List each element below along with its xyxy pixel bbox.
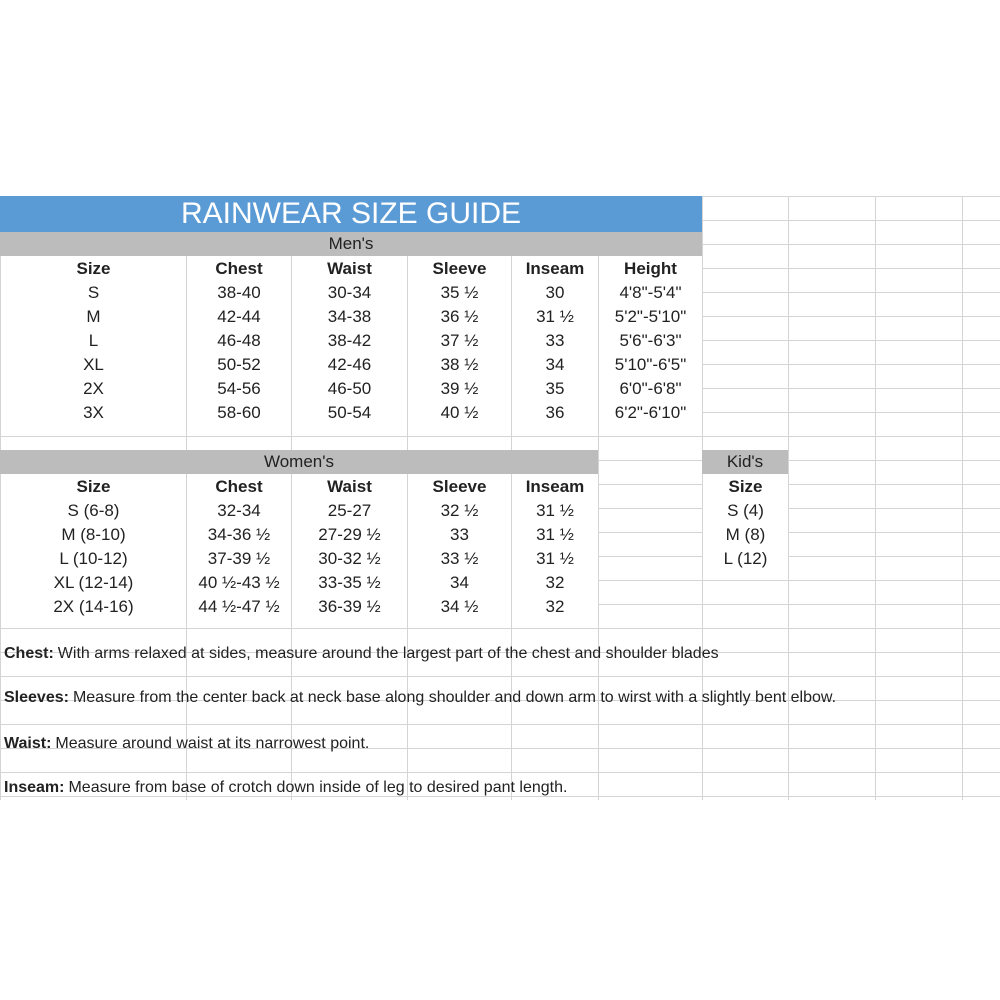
table-cell: 37-39 ½ bbox=[187, 547, 291, 571]
column-header: Height bbox=[599, 257, 702, 281]
grid-col-line bbox=[962, 196, 963, 800]
table-cell: 34-36 ½ bbox=[187, 523, 291, 547]
table-cell: M (8) bbox=[703, 523, 788, 547]
table-cell: 34 bbox=[512, 353, 598, 377]
table-cell: 27-29 ½ bbox=[292, 523, 407, 547]
note-text: Measure from base of crotch down inside of leg to desired pant length. bbox=[68, 779, 568, 796]
column-header: Sleeve bbox=[408, 475, 511, 499]
table-cell: 32 ½ bbox=[408, 499, 511, 523]
table-cell: 31 ½ bbox=[512, 499, 598, 523]
table-cell: 33 bbox=[512, 329, 598, 353]
column-header: Sleeve bbox=[408, 257, 511, 281]
table-cell: 38-40 bbox=[187, 281, 291, 305]
table-cell: 50-52 bbox=[187, 353, 291, 377]
table-cell: 6'0"-6'8" bbox=[599, 377, 702, 401]
table-cell: 35 bbox=[512, 377, 598, 401]
spreadsheet bbox=[0, 196, 1000, 800]
table-cell: 5'2"-5'10" bbox=[599, 305, 702, 329]
note-inseam bbox=[4, 776, 567, 800]
table-cell: 36-39 ½ bbox=[292, 595, 407, 619]
column-header: Inseam bbox=[512, 475, 598, 499]
table-cell: 31 ½ bbox=[512, 547, 598, 571]
table-cell: 39 ½ bbox=[408, 377, 511, 401]
column-header: Chest bbox=[187, 257, 291, 281]
note-sleeves bbox=[4, 686, 836, 710]
grid-col-line bbox=[875, 196, 876, 800]
table-cell: 2X (14-16) bbox=[1, 595, 186, 619]
table-cell: 25-27 bbox=[292, 499, 407, 523]
column-header: Inseam bbox=[512, 257, 598, 281]
table-cell: L bbox=[1, 329, 186, 353]
table-cell: L (10-12) bbox=[1, 547, 186, 571]
grid-row-line bbox=[0, 724, 1000, 725]
table-cell: 40 ½ bbox=[408, 401, 511, 425]
grid-row-line bbox=[0, 436, 1000, 437]
column-header: Size bbox=[1, 475, 186, 499]
table-cell: 30-32 ½ bbox=[292, 547, 407, 571]
table-cell: M bbox=[1, 305, 186, 329]
table-cell: L (12) bbox=[703, 547, 788, 571]
column-header: Waist bbox=[292, 257, 407, 281]
table-cell: 50-54 bbox=[292, 401, 407, 425]
note-chest bbox=[4, 642, 719, 666]
table-cell: 3X bbox=[1, 401, 186, 425]
column-header: Waist bbox=[292, 475, 407, 499]
table-cell: 32-34 bbox=[187, 499, 291, 523]
table-cell: 33 bbox=[408, 523, 511, 547]
table-cell: XL (12-14) bbox=[1, 571, 186, 595]
table-cell: 31 ½ bbox=[512, 523, 598, 547]
table-cell: 4'8"-5'4" bbox=[599, 281, 702, 305]
table-cell: XL bbox=[1, 353, 186, 377]
table-cell: 34-38 bbox=[292, 305, 407, 329]
note-term: Chest: bbox=[4, 645, 54, 662]
table-cell: 40 ½-43 ½ bbox=[187, 571, 291, 595]
table-cell: S bbox=[1, 281, 186, 305]
table-cell: S (4) bbox=[703, 499, 788, 523]
kids-section-header: Kid's bbox=[702, 450, 788, 474]
note-text: Measure from the center back at neck base along shoulder and down arm to wirst with a slightly bent elbow. bbox=[72, 689, 837, 706]
table-cell: 38 ½ bbox=[408, 353, 511, 377]
table-cell: 42-44 bbox=[187, 305, 291, 329]
column-header: Chest bbox=[187, 475, 291, 499]
note-waist bbox=[4, 732, 369, 756]
table-cell: M (8-10) bbox=[1, 523, 186, 547]
table-cell: 35 ½ bbox=[408, 281, 511, 305]
table-cell: S (6-8) bbox=[1, 499, 186, 523]
grid-row-line bbox=[0, 772, 1000, 773]
column-header: Size bbox=[1, 257, 186, 281]
table-cell: 44 ½-47 ½ bbox=[187, 595, 291, 619]
table-cell: 36 bbox=[512, 401, 598, 425]
note-text: Measure around waist at its narrowest point. bbox=[55, 735, 370, 752]
column-header: Size bbox=[703, 475, 788, 499]
grid-row-line bbox=[0, 676, 1000, 677]
table-cell: 54-56 bbox=[187, 377, 291, 401]
note-term: Waist: bbox=[4, 735, 52, 752]
table-cell: 34 bbox=[408, 571, 511, 595]
table-cell: 46-50 bbox=[292, 377, 407, 401]
grid-row-line bbox=[0, 628, 1000, 629]
table-cell: 37 ½ bbox=[408, 329, 511, 353]
table-cell: 6'2"-6'10" bbox=[599, 401, 702, 425]
table-cell: 46-48 bbox=[187, 329, 291, 353]
table-cell: 32 bbox=[512, 595, 598, 619]
note-term: Inseam: bbox=[4, 779, 65, 796]
table-cell: 2X bbox=[1, 377, 186, 401]
table-cell: 31 ½ bbox=[512, 305, 598, 329]
table-cell: 30-34 bbox=[292, 281, 407, 305]
table-cell: 38-42 bbox=[292, 329, 407, 353]
table-cell: 34 ½ bbox=[408, 595, 511, 619]
table-cell: 30 bbox=[512, 281, 598, 305]
note-text: With arms relaxed at sides, measure around the largest part of the chest and shoulder blades bbox=[57, 645, 719, 662]
table-cell: 5'6"-6'3" bbox=[599, 329, 702, 353]
mens-section-header: Men's bbox=[0, 232, 702, 256]
womens-section-header: Women's bbox=[0, 450, 598, 474]
table-cell: 42-46 bbox=[292, 353, 407, 377]
table-cell: 33-35 ½ bbox=[292, 571, 407, 595]
table-cell: 32 bbox=[512, 571, 598, 595]
table-cell: 5'10"-6'5" bbox=[599, 353, 702, 377]
note-term: Sleeves: bbox=[4, 689, 69, 706]
table-cell: 58-60 bbox=[187, 401, 291, 425]
table-cell: 36 ½ bbox=[408, 305, 511, 329]
page-title: RAINWEAR SIZE GUIDE bbox=[0, 196, 702, 232]
table-cell: 33 ½ bbox=[408, 547, 511, 571]
